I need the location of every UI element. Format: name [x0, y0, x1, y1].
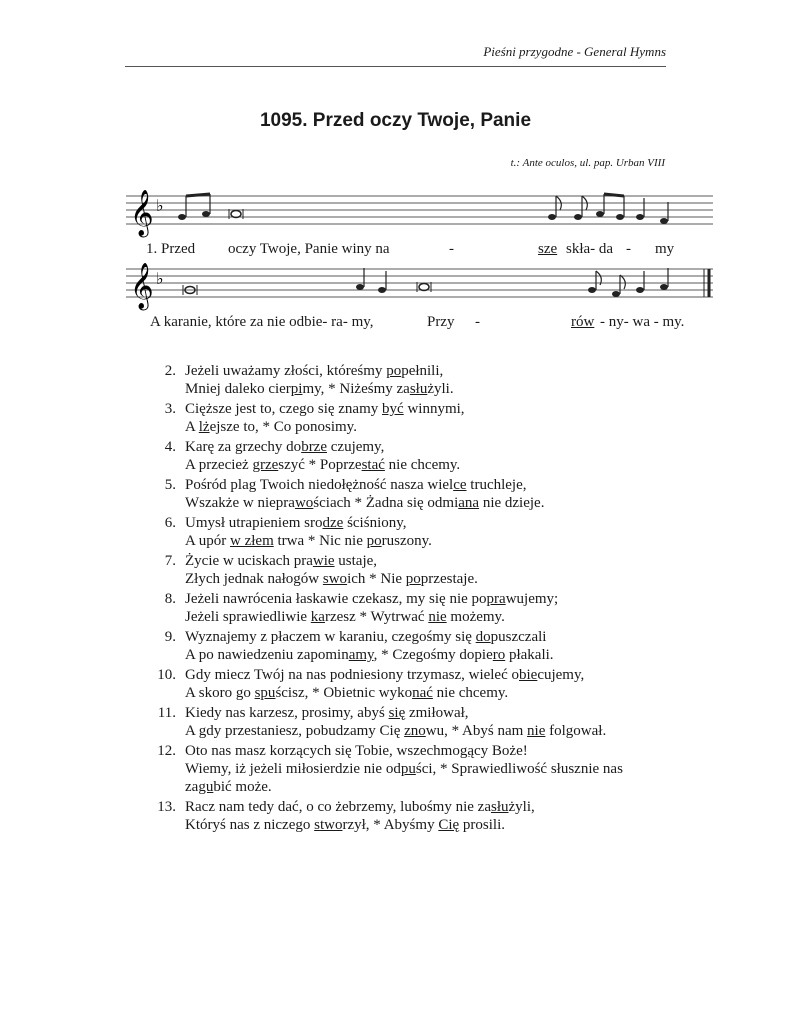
breve-note-1	[229, 209, 243, 219]
verse-line: A gdy przestaniesz, pobudzamy Cię znowu, * Abyś nam nie folgował.	[185, 723, 607, 739]
verse-line: Życie w uciskach prawie ustaje,	[185, 553, 378, 569]
verse-text	[185, 590, 700, 626]
lyric-syllable: -	[449, 241, 454, 257]
verse-line: A przecież grzeszyć * Poprzestać nie chcemy.	[185, 457, 461, 473]
verse-number: 4.	[164, 439, 176, 455]
verse-item	[140, 704, 700, 740]
verse-line: A po nawiedzeniu zapominamy, * Czegośmy dopiero płakali.	[185, 647, 554, 663]
lyric-syllable: 1. Przed	[146, 241, 196, 257]
verse-number: 8.	[164, 591, 176, 607]
verse-text	[185, 552, 700, 588]
treble-clef-icon: 𝄞	[130, 263, 154, 309]
verse-text	[185, 798, 700, 834]
lyric-syllable: Przy	[427, 314, 455, 330]
verse-number: 10.	[157, 667, 176, 683]
note-group-4	[588, 268, 668, 297]
verse-line: Któryś nas z niczego stworzył, * Abyśmy Cię prosili.	[185, 817, 506, 833]
verse-number: 11.	[157, 705, 176, 721]
verse-item	[140, 362, 700, 398]
verse-item	[140, 438, 700, 474]
verse-line: Mniej daleko cierpimy, * Niżeśmy zasłużyli.	[185, 381, 454, 397]
verse-line: Racz nam tedy dać, o co żebrzemy, lubośmy nie zasłużyli,	[185, 799, 535, 815]
verse-item	[140, 514, 700, 550]
verse-text	[185, 362, 700, 398]
lyric-syllable: oczy Twoje, Panie winy na	[228, 241, 390, 257]
verse-number: 6.	[164, 515, 176, 531]
verse-number: 3.	[164, 401, 176, 417]
verse-line: zagubić może.	[185, 779, 272, 795]
verse-text	[185, 742, 700, 796]
verse-number: 5.	[164, 477, 176, 493]
verse-line: Jeżeli nawrócenia łaskawie czekasz, my się nie poprawujemy;	[185, 591, 559, 607]
text-credit: t.: Ante oculos, ul. pap. Urban VIII	[510, 157, 665, 169]
verse-item	[140, 666, 700, 702]
flat-sign-icon: ♭	[156, 196, 164, 215]
verse-item	[140, 552, 700, 588]
lyric-syllable: my	[655, 241, 675, 257]
lyrics-line-1	[126, 241, 713, 261]
verse-line: Pośród plag Twoich niedołężność nasza wielce truchleje,	[185, 477, 527, 493]
verse-line: Oto nas masz korzących się Tobie, wszechmogący Boże!	[185, 743, 528, 759]
lyric-syllable: -	[475, 314, 480, 330]
lyric-syllable: -	[626, 241, 631, 257]
verse-text	[185, 400, 700, 436]
verse-text	[185, 514, 700, 550]
lyric-syllable: sze	[538, 241, 558, 257]
verse-line: Wiemy, iż jeżeli miłosierdzie nie odpuści, * Sprawiedliwość słusznie nas	[185, 761, 623, 777]
verse-item	[140, 590, 700, 626]
verse-list	[140, 362, 700, 836]
verse-line: Złych jednak nałogów swoich * Nie poprzestaje.	[185, 571, 478, 587]
verse-line: Kiedy nas karzesz, prosimy, abyś się zmiłował,	[185, 705, 469, 721]
verse-line: Umysł utrapieniem srodze ściśniony,	[185, 515, 407, 531]
verse-item	[140, 400, 700, 436]
lyric-syllable: - ny- wa - my.	[600, 314, 685, 330]
lyrics-line-2	[126, 314, 713, 334]
verse-line: Jeżeli uważamy złości, któreśmy popełnili,	[185, 363, 444, 379]
treble-clef-icon: 𝄞	[130, 190, 154, 236]
verse-line: A skoro go spuścisz, * Obietnic wykonać nie chcemy.	[185, 685, 509, 701]
verse-item	[140, 628, 700, 664]
flat-sign-icon: ♭	[156, 269, 164, 288]
verse-text	[185, 666, 700, 702]
note-group-3	[356, 268, 386, 293]
verse-line: A upór w złem trwa * Nic nie poruszony.	[185, 533, 432, 549]
verse-text	[185, 476, 700, 512]
verse-line: Jeżeli sprawiedliwie karzesz * Wytrwać nie możemy.	[185, 609, 505, 625]
verse-line: A lżejsze to, * Co ponosimy.	[185, 419, 357, 435]
header-rule	[125, 66, 666, 67]
verse-item	[140, 476, 700, 512]
lyric-syllable: A karanie, które za nie odbie- ra- my,	[150, 314, 374, 330]
verse-line: Gdy miecz Twój na nas podniesiony trzymasz, wieleć obiecujemy,	[185, 667, 585, 683]
verse-number: 9.	[164, 629, 176, 645]
verse-number: 7.	[164, 553, 176, 569]
verse-line: Cięższe jest to, czego się znamy być winnymi,	[185, 401, 465, 417]
lyric-syllable: rów	[571, 314, 595, 330]
verse-text	[185, 438, 700, 474]
verse-number: 12.	[157, 743, 176, 759]
verse-text	[185, 704, 700, 740]
breve-note-3	[417, 282, 431, 292]
verse-line: Karę za grzechy dobrze czujemy,	[185, 439, 385, 455]
verse-number: 2.	[164, 363, 176, 379]
running-header: Pieśni przygodne - General Hymns	[483, 44, 666, 59]
verse-number: 13.	[157, 799, 176, 815]
verse-line: Wszakże w nieprawościach * Żadna się odmiana nie dzieje.	[185, 495, 545, 511]
verse-line: Wyznajemy z płaczem w karaniu, czegośmy się dopuszczali	[185, 629, 547, 645]
verse-text	[185, 628, 700, 664]
note-group-1	[178, 194, 210, 220]
lyric-syllable: skła- da	[566, 241, 614, 257]
hymn-title: 1095. Przed oczy Twoje, Panie	[259, 110, 532, 131]
verse-item	[140, 742, 700, 796]
verse-item	[140, 798, 700, 834]
note-group-2	[548, 194, 668, 224]
